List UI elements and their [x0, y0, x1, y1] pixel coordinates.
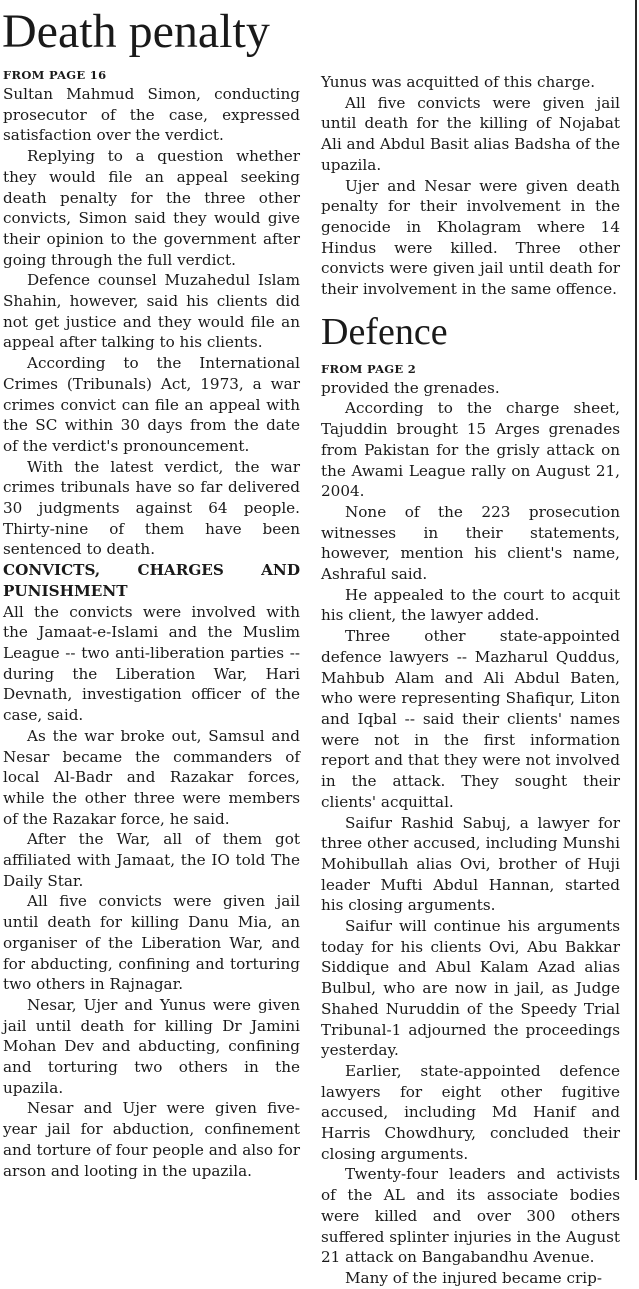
paragraph: Sultan Mahmud Simon, conducting prosecutor of the case, expressed satisfaction over the verdict.	[3, 85, 300, 145]
paragraph: According to the charge sheet, Tajuddin brought 15 Arges grenades from Pakistan for the grisly attack on the Awami League rally on August 21, 2004.	[321, 399, 620, 501]
paragraph: All five convicts were given jail until death for the killing of Nojabat Ali and Abdul Basit alias Badsha of the upazila.	[321, 93, 620, 174]
paragraph: According to the International Crimes (Tribunals) Act, 1973, a war crimes convict can file an appeal with the SC within 30 days from the date of the verdict's pronouncement.	[3, 354, 300, 455]
paragraph: Twenty-four leaders and activists of the AL and its associate bodies were killed and over 300 others suffered splinter injuries in the August 21 attack on Bangabandhu Avenue.	[321, 1165, 620, 1267]
right-column	[321, 72, 620, 1289]
headline-defence: Defence	[321, 310, 448, 353]
paragraph: Ujer and Nesar were given death penalty for their involvement in the genocide in Kholagram where 14 Hindus were killed. Three other convicts were given jail until death for their involvement in the same offence.	[321, 176, 620, 299]
paragraph: Three other state-appointed defence lawyers -- Mazharul Quddus, Mahbub Alam and Ali Abdul Baten, who were representing Shafiqur, Liton and Iqbal -- said their clients' names were not in the first information report and that they were not involved in the attack. They sought their clients' acquittal.	[321, 627, 620, 811]
left-column	[3, 0, 300, 1181]
paragraph: Replying to a question whether they would file an appeal seeking death penalty for the three other convicts, Simon said they would give their opinion to the government after going through the full verdict.	[3, 147, 300, 269]
jump-line-page-16: FROM PAGE 16	[3, 68, 107, 82]
headline-death-penalty: Death penalty	[2, 5, 270, 58]
paragraph: Nesar, Ujer and Yunus were given jail until death for killing Dr Jamini Mohan Dev and abducting, confining and torturing two others in the upazila.	[3, 995, 300, 1097]
paragraph: Saifur Rashid Sabuj, a lawyer for three other accused, including Munshi Mohibullah alias Ovi, brother of Huji leader Mufti Abdul Hannan, started his closing arguments.	[321, 813, 620, 915]
paragraph: Yunus was acquitted of this charge.	[321, 73, 596, 91]
paragraph: Defence counsel Muzahedul Islam Shahin, however, said his clients did not get justice and they would file an appeal after talking to his clients.	[3, 271, 300, 352]
column-rule	[635, 0, 637, 1180]
paragraph: All five convicts were given jail until death for killing Danu Mia, an organiser of the Liberation War, and for abducting, confining and torturing two others in Rajnagar.	[3, 892, 300, 994]
paragraph: After the War, all of them got affiliated with Jamaat, the IO told The Daily Star.	[3, 830, 300, 890]
paragraph: None of the 223 prosecution witnesses in their statements, however, mention his client's name, Ashraful said.	[321, 502, 620, 584]
paragraph: Earlier, state-appointed defence lawyers for eight other fugitive accused, including Md Hanif and Harris Chowdhury, concluded their closing arguments.	[321, 1061, 620, 1163]
paragraph: As the war broke out, Samsul and Nesar became the commanders of local Al-Badr and Razakar forces, while the other three were members of the Razakar force, he said.	[3, 726, 300, 828]
paragraph: Nesar and Ujer were given five-year jail for abduction, confinement and torture of four people and also for arson and looting in the upazila.	[3, 1099, 300, 1180]
jump-line-page-2: FROM PAGE 2	[321, 361, 417, 376]
paragraph: With the latest verdict, the war crimes tribunals have so far delivered 30 judgments against 64 people. Thirty-nine of them have been sentenced to death.	[3, 457, 300, 559]
paragraph: He appealed to the court to acquit his client, the lawyer added.	[321, 585, 620, 625]
paragraph: provided the grenades.	[321, 378, 500, 397]
subhead-convicts: CONVICTS, CHARGES AND PUNISHMENT	[3, 561, 300, 600]
paragraph: Saifur will continue his arguments today for his clients Ovi, Abu Bakkar Siddique and Abul Kalam Azad alias Bulbul, who are now in jail, as Judge Shahed Nuruddin of the Speedy Trial Tribunal-1 adjourned the proceedings yesterday.	[321, 917, 620, 1060]
paragraph: Many of the injured became crip-	[345, 1268, 602, 1287]
paragraph: All the convicts were involved with the Jamaat-e-Islami and the Muslim League -- two anti-liberation parties -- during the Liberation War, Hari Devnath, investigation officer of the case, said.	[3, 602, 300, 725]
